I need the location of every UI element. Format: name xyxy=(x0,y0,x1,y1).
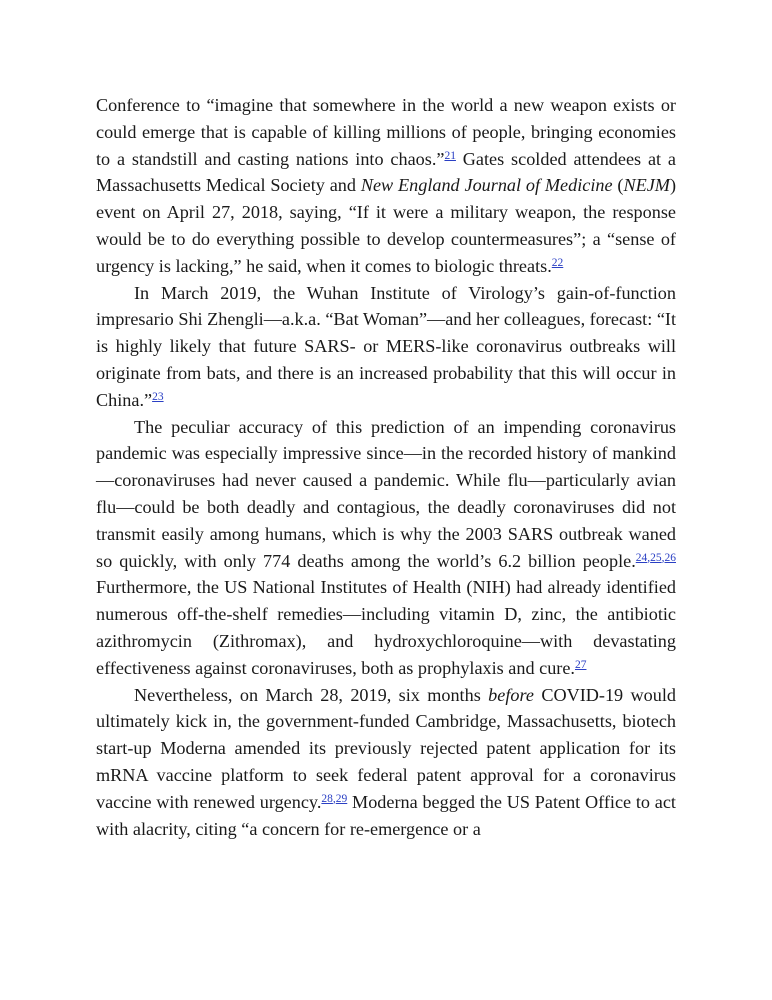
footnote-link[interactable]: 27 xyxy=(574,658,587,671)
body-text: In March 2019, the Wuhan Institute of Virology’s gain-of-function impresario Shi Zhengli—a.k.a. “Bat Woman”—and her colleagues, forecast: “It is highly likely that future SARS- or MERS-like coronavirus outbreaks will originate from bats, and there is an increased probability that this will occur in China.” xyxy=(96,282,677,410)
footnote-sup xyxy=(650,552,662,564)
body-text: The peculiar accuracy of this prediction of an impending coronavirus pandemic was especially impressive since—in the recorded history of mankind—coronaviruses had never caused a pandemic. While flu—particularly avian flu—could be both deadly and contagious, the deadly coronaviruses did not transmit easily among humans, which is why the 2003 SARS outbreak waned so quickly, with only 774 deaths among the world’s 6.2 billion people. xyxy=(96,416,676,571)
footnote-separator: , xyxy=(332,792,336,805)
footnote-link[interactable]: 24 xyxy=(635,551,648,564)
footnote-separator: , xyxy=(647,551,651,564)
footnote-link[interactable]: 26 xyxy=(664,551,676,564)
footnote-sup xyxy=(575,659,587,671)
italic-text: New England Journal of Medicine xyxy=(360,175,613,196)
body-text: Conference to “imagine that somewhere in the world a new weapon exists or could emerge that is capable of killing millions of people, bringing economies to a standstill and casting nations into chaos.” xyxy=(96,95,676,169)
body-text: Furthermore, the US National Institutes of Health (NIH) had already identified numerous off-the-shelf remedies—including vitamin D, zinc, the antibiotic azithromycin (Zithromax), and hydroxychloroquine—with devastating effectiveness against coronaviruses, both as prophylaxis and cure. xyxy=(96,577,676,678)
footnote-link[interactable]: 21 xyxy=(444,149,456,162)
body-text: Moderna begged the US Patent Office to act with alacrity, citing “a concern for re-emergence or a xyxy=(96,791,676,839)
italic-text: before xyxy=(488,684,534,705)
document-page xyxy=(96,92,676,842)
footnote-link[interactable]: 25 xyxy=(650,551,662,564)
body-text: ) event on April 27, 2018, saying, “If it were a military weapon, the response would be to do everything possible to develop countermeasures”; a “sense of urgency is lacking,” he said, when it comes to biologic threats. xyxy=(96,175,676,276)
paragraph-4 xyxy=(96,682,676,843)
footnote-link[interactable]: 22 xyxy=(551,256,564,269)
paragraph-1 xyxy=(96,92,676,280)
footnote-sup xyxy=(152,391,164,403)
body-text: COVID-19 would ultimately kick in, the government-funded Cambridge, Massachusetts, biotech start-up Moderna amended its previously rejected patent application for its mRNA vaccine platform to seek federal patent approval for a coronavirus vaccine with renewed urgency. xyxy=(96,684,676,812)
footnote-sup xyxy=(321,793,333,805)
footnote-separator: , xyxy=(661,551,665,564)
footnote-sup xyxy=(444,150,456,162)
footnote-sup xyxy=(665,552,677,564)
paragraph-3 xyxy=(96,414,676,682)
body-text: ( xyxy=(612,175,624,196)
footnote-sup xyxy=(336,793,348,805)
footnote-sup xyxy=(635,551,651,564)
italic-text: NEJM xyxy=(623,175,670,196)
body-text: Nevertheless, on March 28, 2019, six months xyxy=(134,684,489,705)
footnote-link[interactable]: 23 xyxy=(152,390,164,403)
footnote-sup xyxy=(552,257,564,269)
paragraph-2 xyxy=(96,280,676,414)
body-text: Gates scolded attendees at a Massachusetts Medical Society and xyxy=(96,148,676,196)
footnote-link[interactable]: 28 xyxy=(321,792,333,805)
footnote-link[interactable]: 29 xyxy=(335,792,348,805)
